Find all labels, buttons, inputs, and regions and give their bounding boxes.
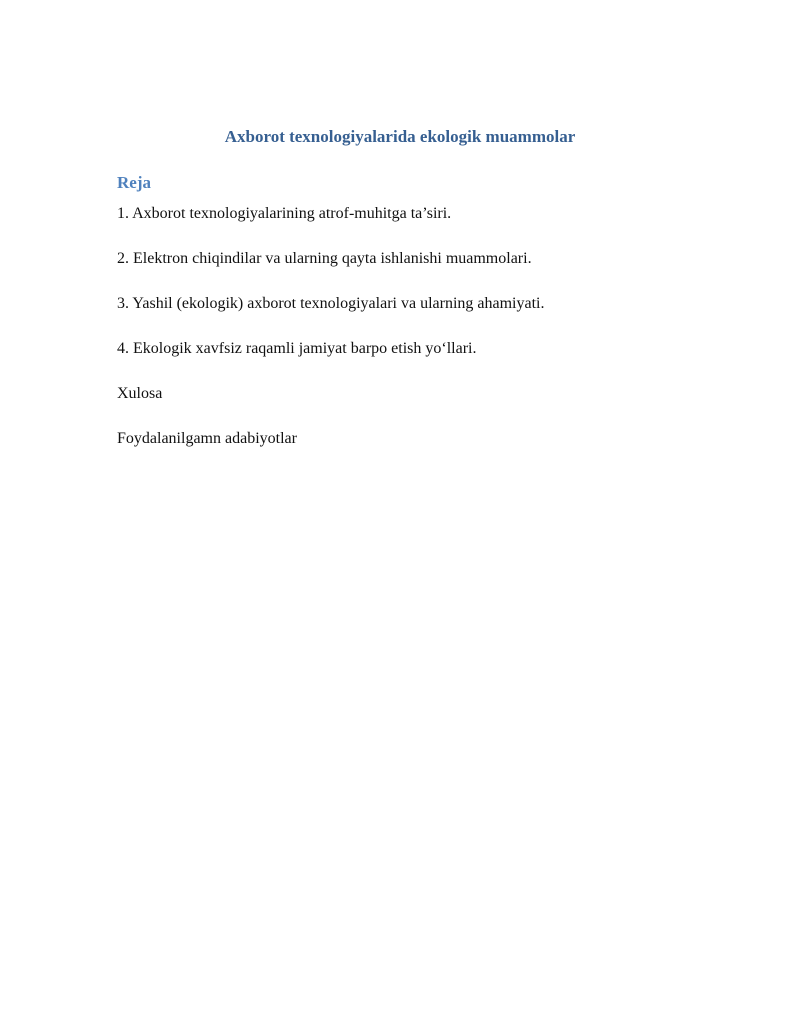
plan-item-3: 3. Yashil (ekologik) axborot texnologiyalari va ularning ahamiyati. [117,295,545,312]
plan-heading: Reja [117,173,151,192]
plan-list [117,203,717,473]
references-item: Foydalanilgamn adabiyotlar [117,430,297,447]
plan-item-4: 4. Ekologik xavfsiz raqamli jamiyat barpo etish yo‘llari. [117,340,477,357]
conclusion-item: Xulosa [117,385,163,402]
plan-item-2: 2. Elektron chiqindilar va ularning qayta ishlanishi muammolari. [117,250,532,267]
plan-item-1: 1. Axborot texnologiyalarining atrof-muhitga ta’siri. [117,205,452,222]
document-title: Axborot texnologiyalarida ekologik muammolar [224,127,576,146]
